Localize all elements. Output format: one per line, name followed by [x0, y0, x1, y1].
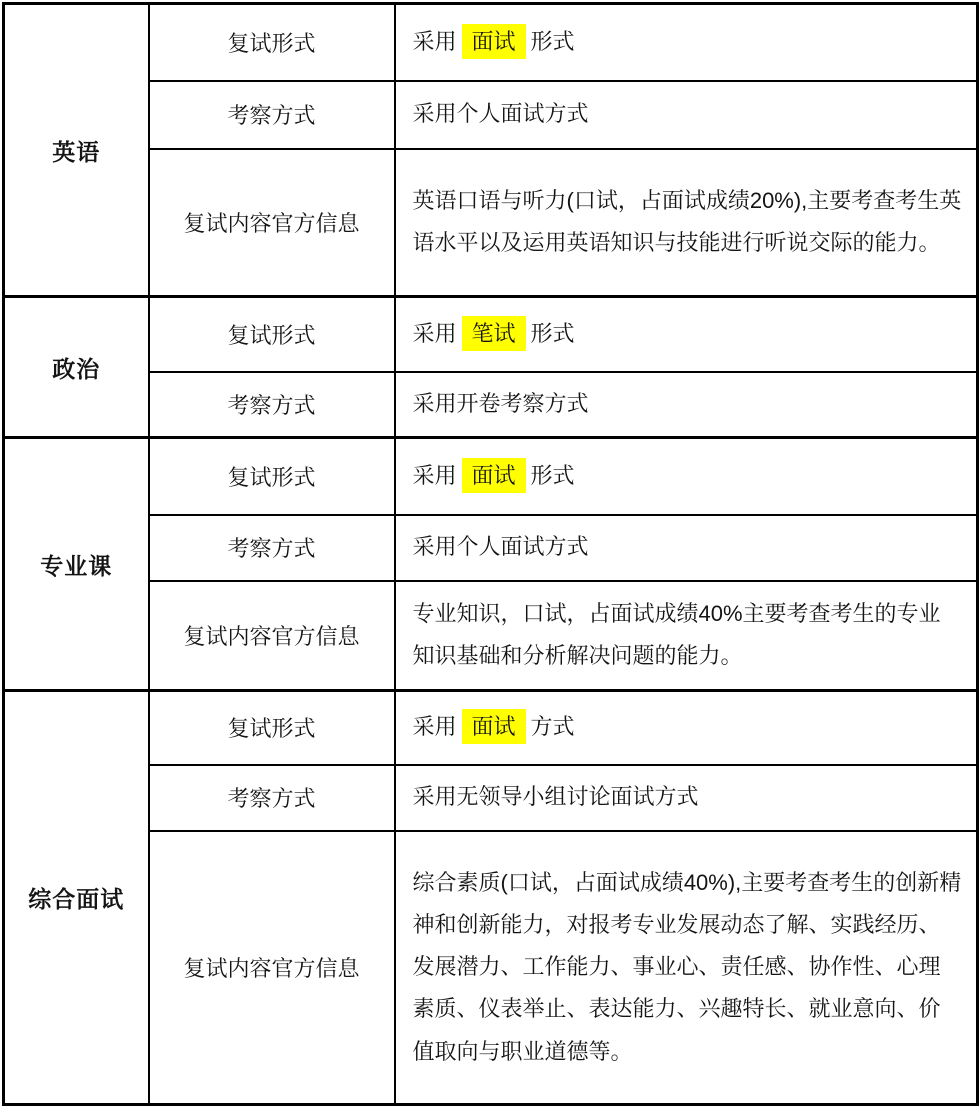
table-row [4, 691, 978, 765]
table-row [4, 297, 978, 372]
subject-cell-english: 英语 [4, 4, 149, 297]
row-label-cell: 复试形式 [149, 4, 395, 81]
table-row [4, 515, 978, 581]
row-value-cell [395, 297, 978, 372]
reexam-info-table [2, 2, 979, 1106]
section-english [4, 4, 978, 297]
row-value-cell [395, 81, 978, 149]
table-row [4, 149, 978, 297]
highlight-text: 面试 [462, 458, 526, 493]
value-text: 英语口语与听力(口试，占面试成绩20%),主要考查考生英语水平以及运用英语知识与技能进行听说交际的能力。 [412, 188, 962, 256]
value-text: 采用个人面试方式 [412, 534, 589, 560]
value-text: 采用个人面试方式 [412, 101, 589, 127]
row-label-cell: 考察方式 [149, 81, 395, 149]
row-value-cell [395, 581, 978, 691]
table-row [4, 831, 978, 1105]
row-value-cell [395, 372, 978, 438]
value-text: 专业知识，口试，占面试成绩40%主要考查考生的专业知识基础和分析解决问题的能力。 [412, 601, 941, 669]
highlight-text: 面试 [462, 709, 526, 744]
row-value-cell [395, 149, 978, 297]
subject-cell-major-course: 专业课 [4, 438, 149, 691]
table-row [4, 765, 978, 831]
value-text: 形式 [530, 28, 575, 54]
table-row [4, 438, 978, 515]
value-text: 形式 [530, 462, 575, 488]
highlight-text: 面试 [462, 24, 526, 59]
row-value-cell [395, 691, 978, 765]
row-label-cell: 考察方式 [149, 765, 395, 831]
subject-cell-politics: 政治 [4, 297, 149, 438]
row-value-cell [395, 515, 978, 581]
row-value-cell [395, 831, 978, 1105]
value-text: 综合素质(口试，占面试成绩40%),主要考查考生的创新精神和创新能力，对报考专业发展动态了解、实践经历、发展潜力、工作能力、事业心、责任感、协作性、心理素质、仪表举止、表达能力、兴趣特长、就业意向、价值取向与职业道德等。 [412, 869, 962, 1064]
row-label-cell: 考察方式 [149, 372, 395, 438]
value-text: 采用 [412, 714, 457, 740]
value-text: 采用 [412, 28, 457, 54]
value-text: 采用无领导小组讨论面试方式 [412, 784, 699, 810]
row-label-cell: 复试形式 [149, 438, 395, 515]
table-row [4, 372, 978, 438]
highlight-text: 笔试 [462, 316, 526, 351]
section-major-course [4, 438, 978, 691]
table-row [4, 581, 978, 691]
value-text: 采用 [412, 462, 457, 488]
table-row [4, 4, 978, 81]
row-label-cell: 考察方式 [149, 515, 395, 581]
table-row [4, 81, 978, 149]
value-text: 方式 [530, 714, 575, 740]
row-label-cell: 复试内容官方信息 [149, 149, 395, 297]
row-value-cell [395, 438, 978, 515]
row-label-cell: 复试内容官方信息 [149, 581, 395, 691]
value-text: 采用开卷考察方式 [412, 390, 589, 416]
section-comprehensive-interview [4, 691, 978, 1105]
subject-cell-comprehensive: 综合面试 [4, 691, 149, 1105]
value-text: 形式 [530, 320, 575, 346]
row-label-cell: 复试形式 [149, 297, 395, 372]
section-politics [4, 297, 978, 438]
row-value-cell [395, 765, 978, 831]
row-label-cell: 复试形式 [149, 691, 395, 765]
row-label-cell: 复试内容官方信息 [149, 831, 395, 1105]
value-text: 采用 [412, 320, 457, 346]
row-value-cell [395, 4, 978, 81]
